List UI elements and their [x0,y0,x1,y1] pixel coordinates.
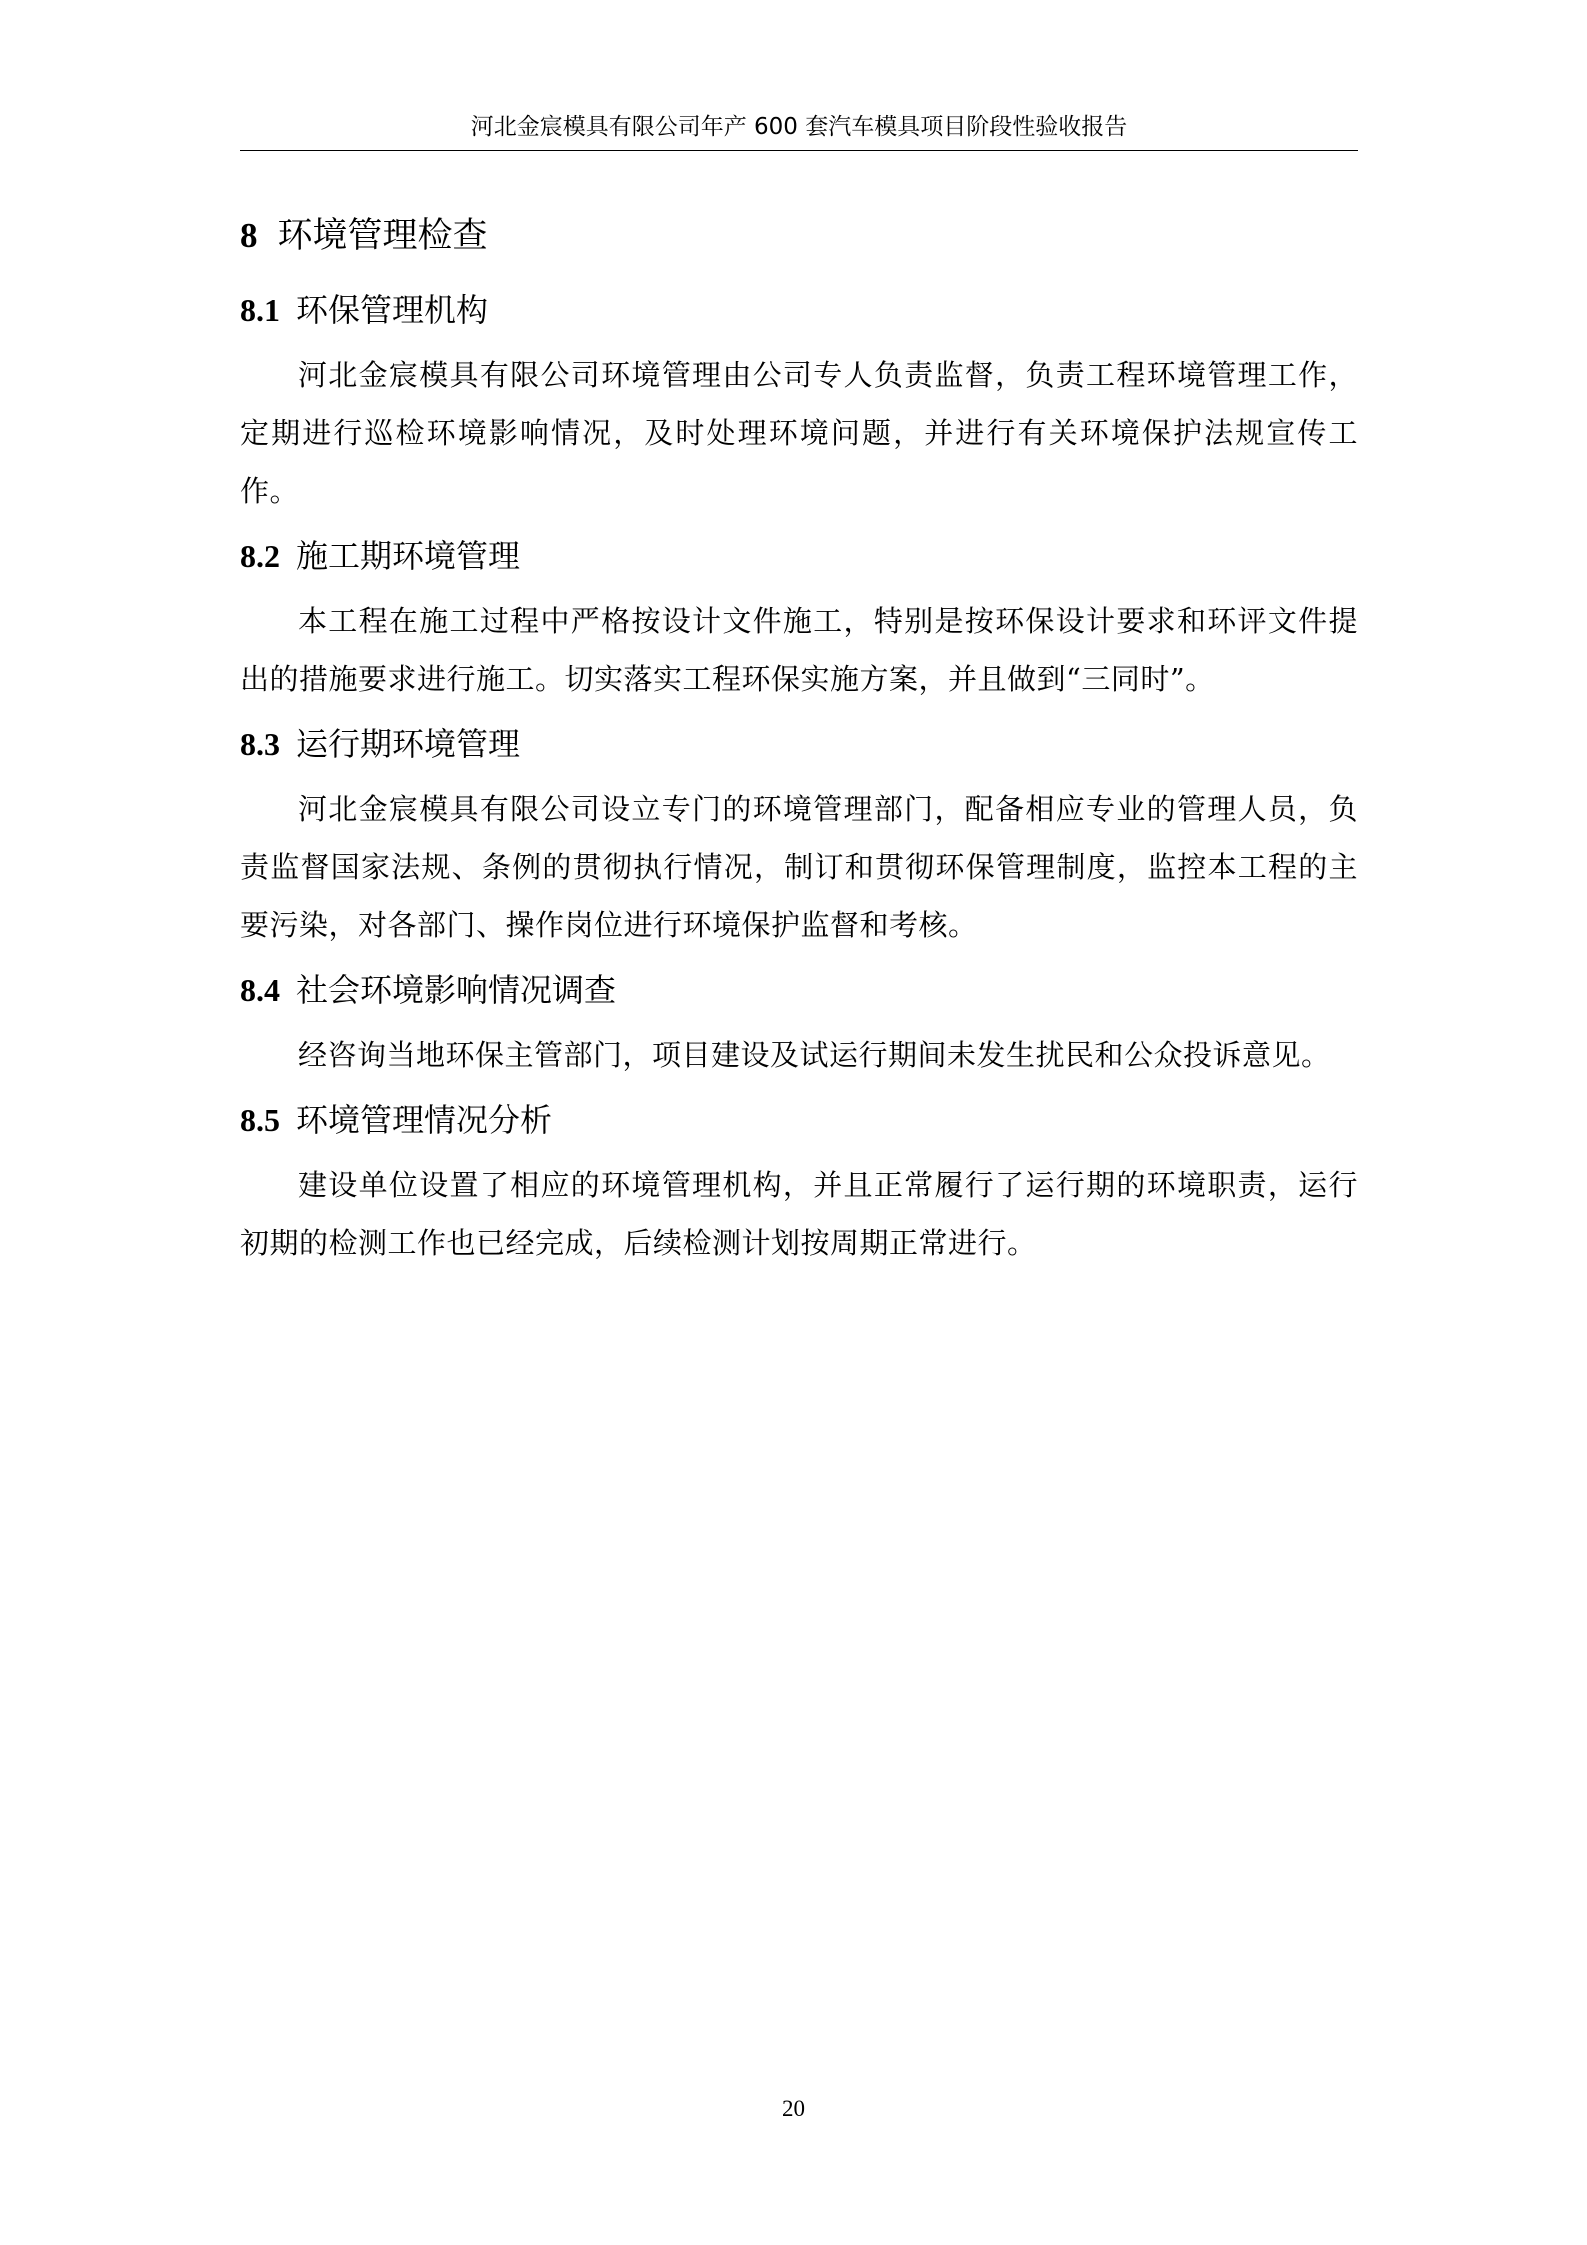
section-heading-8-2 [240,524,1358,592]
section-title: 社会环境影响情况调查 [296,971,617,1009]
section-number: 8.5 [240,1102,280,1138]
section-title: 环境管理情况分析 [296,1101,553,1139]
running-header: 河北金宸模具有限公司年产 600 套汽车模具项目阶段性验收报告 [470,114,1128,140]
section-title: 施工期环境管理 [296,537,521,575]
page-body [240,200,1358,1276]
section-heading-8-5 [240,1088,1358,1156]
chapter-heading [240,200,1358,278]
section-number: 8.3 [240,726,280,762]
section-paragraph-8-1: 河北金宸模具有限公司环境管理由公司专人负责监督，负责工程环境管理工作，定期进行巡检环境影响情况，及时处理环境问题，并进行有关环境保护法规宣传工作。 [240,358,1358,508]
chapter-title: 环境管理检查 [277,216,488,256]
chapter-number: 8 [240,216,258,255]
section-paragraph-8-2: 本工程在施工过程中严格按设计文件施工，特别是按环保设计要求和环评文件提出的措施要求进行施工。切实落实工程环保实施方案，并且做到“三同时”。 [240,604,1358,696]
page-number: 20 [782,2096,805,2121]
section-heading-8-3 [240,712,1358,780]
section-number: 8.4 [240,972,280,1008]
section-number: 8.2 [240,538,280,574]
section-paragraph-8-4: 经咨询当地环保主管部门，项目建设及试运行期间未发生扰民和公众投诉意见。 [298,1038,1331,1072]
section-number: 8.1 [240,292,280,328]
header-divider [240,150,1358,151]
section-title: 运行期环境管理 [296,725,521,763]
section-paragraph-8-5: 建设单位设置了相应的环境管理机构，并且正常履行了运行期的环境职责，运行初期的检测工作也已经完成，后续检测计划按周期正常进行。 [240,1168,1358,1260]
section-title: 环保管理机构 [296,291,489,329]
section-paragraph-8-3: 河北金宸模具有限公司设立专门的环境管理部门，配备相应专业的管理人员，负责监督国家法规、条例的贯彻执行情况，制订和贯彻环保管理制度，监控本工程的主要污染，对各部门、操作岗位进行环境保护监督和考核。 [240,792,1358,942]
section-heading-8-1 [240,278,1358,346]
section-heading-8-4 [240,958,1358,1026]
